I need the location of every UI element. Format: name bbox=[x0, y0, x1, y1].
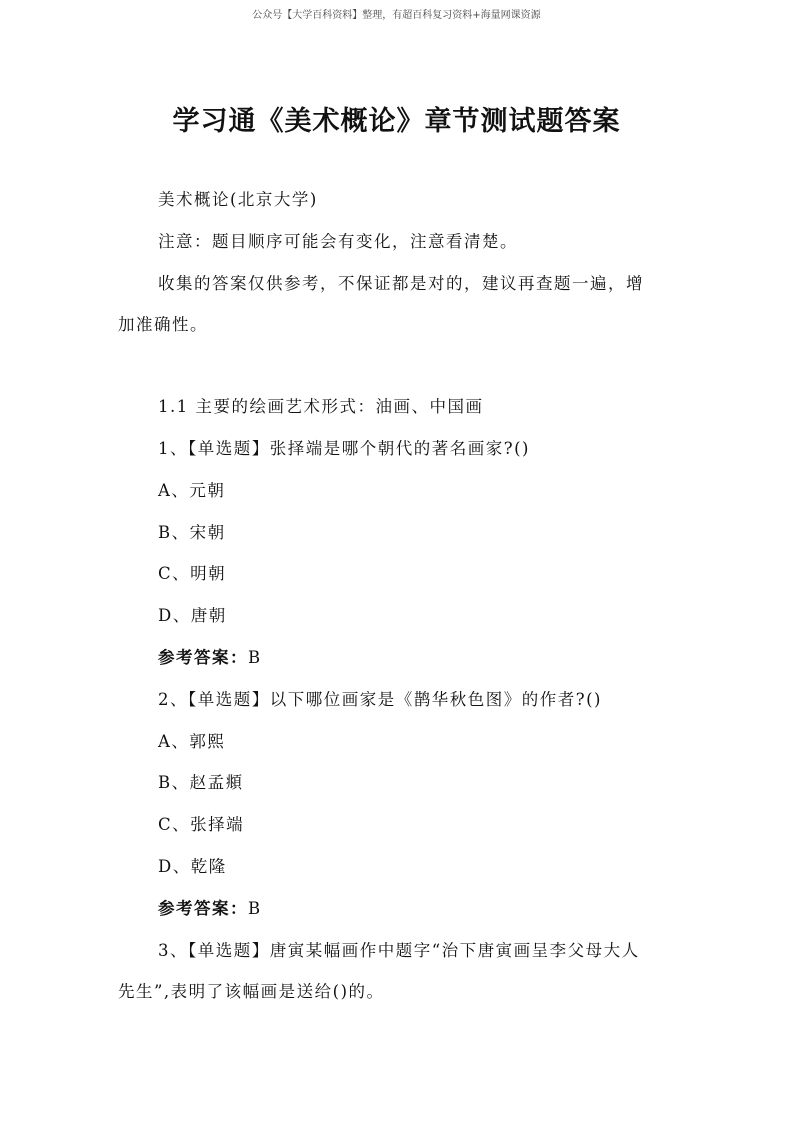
option: D、乾隆 bbox=[158, 856, 227, 876]
question-stem-line1: 3、【单选题】唐寅某幅画作中题字“治下唐寅画呈李父母大人 bbox=[158, 940, 640, 960]
answer-value: B bbox=[248, 898, 262, 918]
document-body bbox=[118, 179, 678, 1013]
header-note: 公众号【大学百科资料】整理，有超百科复习资料+海量网课资源 bbox=[252, 10, 541, 21]
question-stem: 1、【单选题】张择端是哪个朝代的著名画家?() bbox=[158, 438, 530, 458]
spacer bbox=[118, 346, 678, 386]
notice: 注意：题目顺序可能会有变化，注意看清楚。 bbox=[158, 231, 518, 251]
answer-value: B bbox=[248, 647, 262, 667]
answer-label: 参考答案： bbox=[158, 898, 248, 918]
option: A、郭熙 bbox=[158, 731, 226, 751]
question-stem-line2: 先生”,表明了该幅画是送给()的。 bbox=[118, 982, 385, 1002]
option: D、唐朝 bbox=[158, 606, 227, 626]
option: C、明朝 bbox=[158, 564, 227, 584]
answer bbox=[118, 888, 678, 930]
answer bbox=[118, 637, 678, 679]
course-name: 美术概论(北京大学) bbox=[158, 190, 318, 209]
disclaimer-line1: 收集的答案仅供参考，不保证都是对的，建议再查题一遍，增 bbox=[158, 273, 644, 293]
option: B、宋朝 bbox=[158, 522, 226, 542]
answer-label: 参考答案： bbox=[158, 647, 248, 667]
question-stem: 2、【单选题】以下哪位画家是《鹊华秋色图》的作者?() bbox=[158, 689, 602, 709]
document-title: 学习通《美术概论》章节测试题答案 bbox=[172, 106, 621, 137]
option: B、赵孟頫 bbox=[158, 773, 244, 793]
disclaimer-line2: 加准确性。 bbox=[118, 315, 208, 335]
option: A、元朝 bbox=[158, 480, 226, 500]
option: C、张择端 bbox=[158, 815, 245, 835]
section-heading: 1.1 主要的绘画艺术形式：油画、中国画 bbox=[158, 397, 484, 417]
